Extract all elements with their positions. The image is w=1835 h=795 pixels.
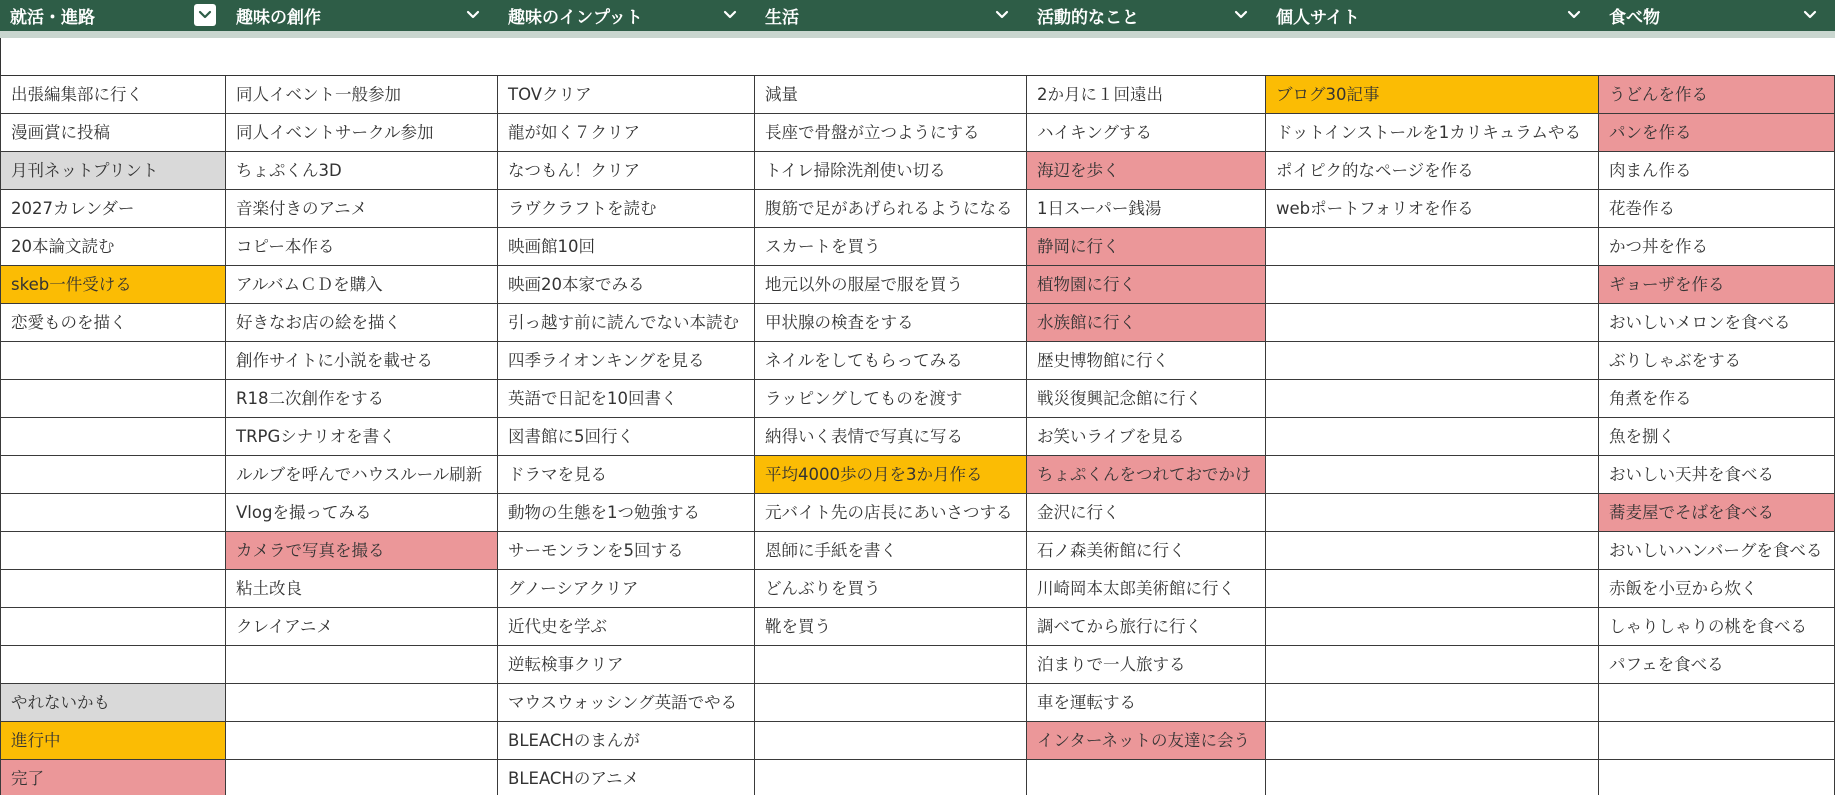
column-header-label: 生活 [765,8,799,28]
column-header-label: 趣味の創作 [236,8,321,28]
table-cell[interactable]: ドラマを見る [498,456,755,494]
table-cell[interactable]: 創作サイトに小説を載せる [226,342,498,380]
table-cell[interactable] [226,722,498,760]
table-cell[interactable]: 角煮を作る [1599,380,1835,418]
table-cell[interactable]: 長座で骨盤が立つようにする [755,114,1027,152]
table-cell[interactable]: 20本論文読む [0,228,226,266]
table-cell[interactable] [226,646,498,684]
table-cell[interactable]: トイレ掃除洗剤使い切る [755,152,1027,190]
table-cell[interactable]: インターネットの友達に会う [1027,722,1266,760]
table-cell[interactable] [1266,722,1599,760]
table-cell[interactable]: ぶりしゃぶをする [1599,342,1835,380]
column-header[interactable] [498,0,755,31]
table-cell[interactable]: カメラで写真を撮る [226,532,498,570]
table-cell[interactable]: 恩師に手紙を書く [755,532,1027,570]
table-cell[interactable]: 出張編集部に行く [0,76,226,114]
filter-band [0,31,1835,38]
table-cell[interactable]: クレイアニメ [226,608,498,646]
table-cell[interactable] [1266,304,1599,342]
table-cell[interactable]: 減量 [755,76,1027,114]
table-cell[interactable]: 進行中 [0,722,226,760]
table-cell[interactable]: ネイルをしてもらってみる [755,342,1027,380]
table-cell[interactable]: 車を運転する [1027,684,1266,722]
table-cell[interactable] [1266,532,1599,570]
table-cell[interactable]: 引っ越す前に読んでない本読む [498,304,755,342]
column-header[interactable] [0,0,226,31]
table-cell[interactable]: 近代史を学ぶ [498,608,755,646]
table-cell[interactable] [0,570,226,608]
table-cell[interactable]: 海辺を歩く [1027,152,1266,190]
filter-dropdown-icon[interactable] [194,4,216,26]
table-cell[interactable]: 映画館10回 [498,228,755,266]
table-cell[interactable] [1266,494,1599,532]
table-cell[interactable] [1266,608,1599,646]
table-cell[interactable]: パンを作る [1599,114,1835,152]
table-cell[interactable] [0,646,226,684]
table-cell[interactable]: Vlogを撮ってみる [226,494,498,532]
table-cell[interactable] [1266,646,1599,684]
table-cell[interactable]: 2か月に１回遠出 [1027,76,1266,114]
table-cell[interactable]: 蕎麦屋でそばを食べる [1599,494,1835,532]
chevron-down-icon[interactable] [462,4,484,26]
table-cell[interactable]: スカートを買う [755,228,1027,266]
table-cell[interactable]: 映画20本家でみる [498,266,755,304]
table-cell[interactable]: 歴史博物館に行く [1027,342,1266,380]
table-cell[interactable] [1599,684,1835,722]
table-cell[interactable]: 納得いく表情で写真に写る [755,418,1027,456]
table-cell[interactable] [755,684,1027,722]
table-cell[interactable]: ハイキングする [1027,114,1266,152]
table-cell[interactable]: おいしいメロンを食べる [1599,304,1835,342]
table-cell[interactable] [1266,228,1599,266]
table-cell[interactable]: 四季ライオンキングを見る [498,342,755,380]
table-cell[interactable]: 2027カレンダー [0,190,226,228]
table-cell[interactable]: R18二次創作をする [226,380,498,418]
table-cell[interactable]: webポートフォリオを作る [1266,190,1599,228]
table-cell[interactable] [1266,760,1599,795]
column-header-label: 個人サイト [1276,8,1360,28]
table-cell[interactable] [1027,760,1266,795]
table-cell[interactable]: ポイピク的なページを作る [1266,152,1599,190]
table-cell[interactable]: ブログ30記事 [1266,76,1599,114]
table-cell[interactable]: ギョーザを作る [1599,266,1835,304]
table-cell[interactable] [755,760,1027,795]
table-cell[interactable]: 靴を買う [755,608,1027,646]
table-cell[interactable]: どんぶりを買う [755,570,1027,608]
table-cell[interactable]: 同人イベント一般参加 [226,76,498,114]
column-header[interactable] [226,0,498,31]
chevron-down-icon[interactable] [719,4,741,26]
table-cell[interactable]: 甲状腺の検査をする [755,304,1027,342]
table-cell[interactable] [0,494,226,532]
table-cell[interactable] [1599,722,1835,760]
table-cell[interactable]: アルバムＣＤを購入 [226,266,498,304]
table-cell[interactable]: 漫画賞に投稿 [0,114,226,152]
table-cell[interactable]: 好きなお店の絵を描く [226,304,498,342]
table-cell[interactable] [0,456,226,494]
table-cell[interactable]: おいしい天丼を食べる [1599,456,1835,494]
table-cell[interactable]: パフェを食べる [1599,646,1835,684]
table-cell[interactable]: 肉まん作る [1599,152,1835,190]
table-cell[interactable] [755,646,1027,684]
table-cell[interactable] [1599,760,1835,795]
table-cell[interactable]: TOVクリア [498,76,755,114]
table-cell[interactable]: 植物園に行く [1027,266,1266,304]
table-cell[interactable]: 戦災復興記念館に行く [1027,380,1266,418]
table-cell[interactable] [0,608,226,646]
table-cell[interactable]: 魚を捌く [1599,418,1835,456]
table-cell[interactable] [0,342,226,380]
table-cell[interactable] [0,380,226,418]
table-cell[interactable]: 静岡に行く [1027,228,1266,266]
table-cell[interactable] [1266,342,1599,380]
table-cell[interactable]: 水族館に行く [1027,304,1266,342]
table-cell[interactable] [1266,380,1599,418]
column-header-label: 趣味のインプット [508,8,643,28]
column-header[interactable] [1027,0,1266,31]
column-header-label: 就活・進路 [10,8,95,28]
table-cell[interactable]: skeb一件受ける [0,266,226,304]
table-cell[interactable]: おいしいハンバーグを食べる [1599,532,1835,570]
table-cell[interactable]: BLEACHのアニメ [498,760,755,795]
table-cell[interactable]: 英語で日記を10回書く [498,380,755,418]
table-cell[interactable]: 粘土改良 [226,570,498,608]
table-cell[interactable]: 赤飯を小豆から炊く [1599,570,1835,608]
table-cell[interactable]: 1日スーパー銭湯 [1027,190,1266,228]
table-cell[interactable]: 地元以外の服屋で服を買う [755,266,1027,304]
table-cell[interactable]: かつ丼を作る [1599,228,1835,266]
blank-row[interactable] [0,38,1835,76]
table-cell[interactable]: 調べてから旅行に行く [1027,608,1266,646]
column-header[interactable] [1599,0,1835,31]
table-cell[interactable]: 龍が如く７クリア [498,114,755,152]
table-cell[interactable] [0,532,226,570]
table-cell[interactable]: 元バイト先の店長にあいさつする [755,494,1027,532]
table-cell[interactable] [1266,456,1599,494]
table-cell[interactable]: 完了 [0,760,226,795]
table-cell[interactable]: グノーシアクリア [498,570,755,608]
table-cell[interactable]: 泊まりで一人旅する [1027,646,1266,684]
table-cell[interactable]: ちょぷくんをつれておでかけ [1027,456,1266,494]
chevron-down-icon[interactable] [991,4,1013,26]
table-cell[interactable]: 腹筋で足があげられるようになる [755,190,1027,228]
table-cell[interactable] [0,418,226,456]
table-cell[interactable] [1266,684,1599,722]
table-cell[interactable]: 図書館に5回行く [498,418,755,456]
column-header-label: 食べ物 [1609,8,1660,28]
chevron-down-icon[interactable] [1799,4,1821,26]
table-cell[interactable] [1266,570,1599,608]
table-cell[interactable]: 金沢に行く [1027,494,1266,532]
table-cell[interactable]: ドットインストールを1カリキュラムやる [1266,114,1599,152]
chevron-down-icon[interactable] [1230,4,1252,26]
column-header[interactable] [1266,0,1599,31]
table-cell[interactable]: 花巻作る [1599,190,1835,228]
table-cell[interactable]: BLEACHのまんが [498,722,755,760]
table-cell[interactable] [226,684,498,722]
table-cell[interactable]: しゃりしゃりの桃を食べる [1599,608,1835,646]
table-cell[interactable]: 音楽付きのアニメ [226,190,498,228]
table-cell[interactable]: やれないかも [0,684,226,722]
table-cell[interactable]: ラヴクラフトを読む [498,190,755,228]
table-cell[interactable]: 恋愛ものを描く [0,304,226,342]
table-cell[interactable]: 逆転検事クリア [498,646,755,684]
table-cell[interactable]: お笑いライブを見る [1027,418,1266,456]
table-cell[interactable]: サーモンランを5回する [498,532,755,570]
table-cell[interactable]: 平均4000歩の月を3か月作る [755,456,1027,494]
column-header[interactable] [755,0,1027,31]
table-cell[interactable]: 動物の生態を1つ勉強する [498,494,755,532]
chevron-down-icon[interactable] [1563,4,1585,26]
table-cell[interactable]: 石ノ森美術館に行く [1027,532,1266,570]
table-cell[interactable] [226,760,498,795]
table-cell[interactable]: TRPGシナリオを書く [226,418,498,456]
table-cell[interactable]: ちょぷくん3D [226,152,498,190]
table-cell[interactable]: ルルブを呼んでハウスルール刷新 [226,456,498,494]
table-cell[interactable]: なつもん！クリア [498,152,755,190]
table-cell[interactable]: マウスウォッシング英語でやる [498,684,755,722]
table-cell[interactable]: ラッピングしてものを渡す [755,380,1027,418]
table-cell[interactable]: 月刊ネットプリント [0,152,226,190]
table-cell[interactable]: 川崎岡本太郎美術館に行く [1027,570,1266,608]
table-cell[interactable] [755,722,1027,760]
table-cell[interactable]: コピー本作る [226,228,498,266]
column-header-label: 活動的なこと [1037,8,1139,28]
table-cell[interactable] [1266,266,1599,304]
table-cell[interactable] [1266,418,1599,456]
table-cell[interactable]: 同人イベントサークル参加 [226,114,498,152]
table-cell[interactable]: うどんを作る [1599,76,1835,114]
